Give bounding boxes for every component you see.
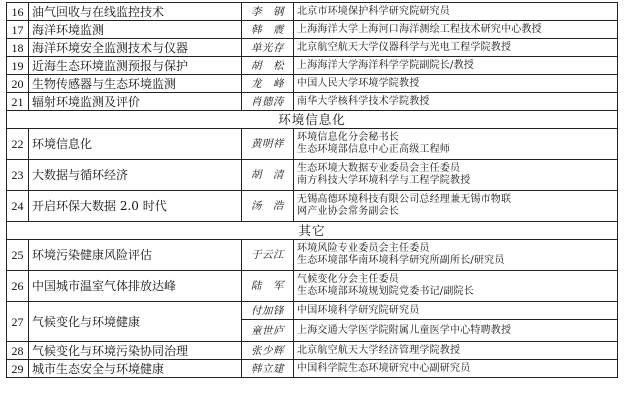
- topic-cell: 大数据与循环经济: [29, 160, 242, 191]
- row-number: 27: [7, 302, 29, 342]
- affiliation: [294, 160, 618, 191]
- expert-name: 付加锋: [242, 302, 294, 320]
- expert-name: 于云江: [242, 240, 294, 271]
- affiliation-line: 无锡高德环境科技有限公司总经理兼无锡市物联: [297, 194, 512, 205]
- expert-name: 李 钢: [242, 3, 294, 21]
- affiliation: 南华大学核科学技术学院教授: [294, 93, 618, 111]
- topic-cell: 生物传感器与生态环境监测: [29, 75, 242, 93]
- topic-cell: 油气回收与在线监控技术: [29, 3, 242, 21]
- expert-name: 汤 浩: [242, 191, 294, 222]
- table-row: [7, 342, 618, 360]
- affiliation-line: 环境信息化分会秘书长: [297, 132, 399, 143]
- affiliation: [294, 271, 618, 302]
- affiliation-line: 南方科技大学环境科学与工程学院教授: [297, 175, 471, 186]
- expert-name: 胡 松: [242, 57, 294, 75]
- row-number: 20: [7, 75, 29, 93]
- topic-cell: 开启环保大数据 2.0 时代: [29, 191, 242, 222]
- table-row: [7, 191, 618, 222]
- table-row: [7, 360, 618, 378]
- affiliation: 北京市环境保护科学研究院研究员: [294, 3, 618, 21]
- row-number: 21: [7, 93, 29, 111]
- row-number: 16: [7, 3, 29, 21]
- row-number: 22: [7, 129, 29, 160]
- topic-cell: 中国城市温室气体排放达峰: [29, 271, 242, 302]
- expert-name: 肖德涛: [242, 93, 294, 111]
- row-number: 28: [7, 342, 29, 360]
- affiliation: 中国环境科学研究院研究员: [294, 302, 618, 320]
- affiliation-line: 生态环境部信息中心正高级工程师: [297, 144, 450, 155]
- expert-name: 单光存: [242, 39, 294, 57]
- affiliation: 上海海洋大学上海河口海洋测绘工程技术研究中心教授: [294, 21, 618, 39]
- expert-name: 张少辉: [242, 342, 294, 360]
- affiliation-line: 环境风险专业委员会主任委员: [297, 243, 430, 254]
- affiliation: [294, 240, 618, 271]
- row-number: 24: [7, 191, 29, 222]
- expert-table: [6, 2, 618, 378]
- expert-name: 陆 军: [242, 271, 294, 302]
- expert-name: 韩立建: [242, 360, 294, 378]
- table-row: [7, 93, 618, 111]
- topic-cell: 环境信息化: [29, 129, 242, 160]
- table-row: [7, 39, 618, 57]
- affiliation-line: 网产业协会常务副会长: [297, 206, 399, 217]
- affiliation-line: 生态环境部环境规划院党委书记/副院长: [297, 286, 474, 297]
- expert-name: 龙 峰: [242, 75, 294, 93]
- topic-cell: 海洋环境监测: [29, 21, 242, 39]
- affiliation: [294, 129, 618, 160]
- affiliation: [294, 191, 618, 222]
- topic-cell: 环境污染健康风险评估: [29, 240, 242, 271]
- section-title-info: 环境信息化: [7, 111, 618, 129]
- affiliation: 北京航空航天大学仪器科学与光电工程学院教授: [294, 39, 618, 57]
- table-row: [7, 3, 618, 21]
- table-row: [7, 129, 618, 160]
- topic-cell: 城市生态安全与环境健康: [29, 360, 242, 378]
- table-row: [7, 271, 618, 302]
- table-row: [7, 302, 618, 320]
- topic-cell: 气候变化与环境污染协同治理: [29, 342, 242, 360]
- topic-cell: 气候变化与环境健康: [29, 302, 242, 342]
- table-row: [7, 21, 618, 39]
- affiliation: 中国人民大学环境学院教授: [294, 75, 618, 93]
- row-number: 25: [7, 240, 29, 271]
- table-row: [7, 57, 618, 75]
- table-row: [7, 240, 618, 271]
- row-number: 26: [7, 271, 29, 302]
- section-header-row: [7, 111, 618, 129]
- row-number: 19: [7, 57, 29, 75]
- row-number: 29: [7, 360, 29, 378]
- affiliation: 中国科学院生态环境研究中心副研究员: [294, 360, 618, 378]
- section-title-other: 其它: [7, 222, 618, 240]
- topic-cell: 海洋环境安全监测技术与仪器: [29, 39, 242, 57]
- affiliation-line: 生态环境部华南环境科学研究所副所长/研究员: [297, 255, 505, 266]
- table-row: [7, 160, 618, 191]
- expert-name: 胡 清: [242, 160, 294, 191]
- affiliation: 上海海洋大学海洋科学学院副院长/教授: [294, 57, 618, 75]
- table-row: [7, 75, 618, 93]
- expert-name: 韩 震: [242, 21, 294, 39]
- row-number: 23: [7, 160, 29, 191]
- affiliation: 上海交通大学医学院附属儿童医学中心特聘教授: [294, 320, 618, 342]
- section-header-row: [7, 222, 618, 240]
- affiliation: 北京航空航天大学经济管理学院教授: [294, 342, 618, 360]
- topic-cell: 辐射环境监测及评价: [29, 93, 242, 111]
- affiliation-line: 气候变化分会主任委员: [297, 274, 399, 285]
- row-number: 18: [7, 39, 29, 57]
- topic-cell: 近海生态环境监测预报与保护: [29, 57, 242, 75]
- expert-name: 童世庐: [242, 320, 294, 342]
- expert-name: 黄明祥: [242, 129, 294, 160]
- row-number: 17: [7, 21, 29, 39]
- affiliation-line: 生态环境大数据专业委员会主任委员: [297, 163, 461, 174]
